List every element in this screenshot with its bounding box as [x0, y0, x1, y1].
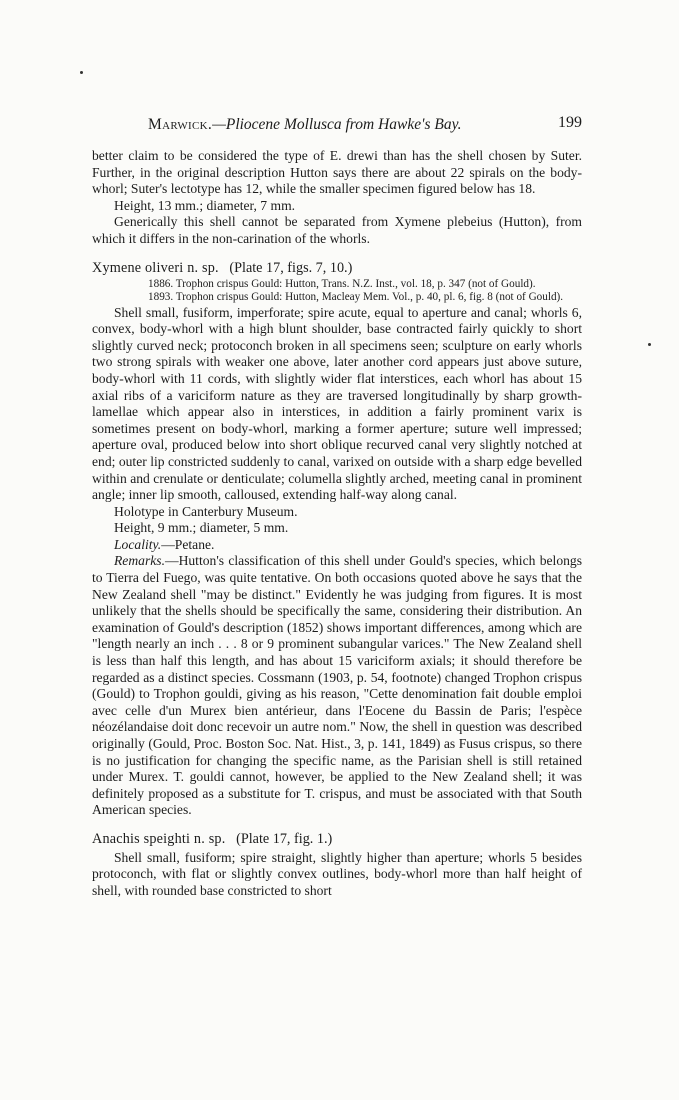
page-header [92, 114, 582, 136]
species-measurements: Height, 9 mm.; diameter, 5 mm. [114, 520, 289, 536]
species-description: Shell small, fusiform; spire straight, slightly higher than aperture; whorls 5 besides protoconch, with flat or slightly convex outlines, body-whorl more than half height of shell, with rounded base constricted to short [92, 849, 582, 898]
plate-reference: (Plate 17, fig. 1.) [236, 830, 333, 847]
remarks-paragraph [92, 553, 582, 819]
species-description: Shell small, fusiform, imperforate; spire acute, equal to aperture and canal; whorls 6, convex, body-whorl with a high blunt shoulder, base contracted fairly quickly to short slightly curved neck; protoconch broken in all specimens seen; sculpture on early whorls two strong spirals with weaker one above, later another cord appears just above suture, body-whorl with 11 cords, with slightly wider flat interstices, each whorl has about 15 axial ribs of a variciform nature as they are traversed longitudinally by sharp growth-lamellae which appear also in interstices, in addition a fairly prominent varix is sometimes present on body-whorl, marking a former aperture; suture well impressed; aperture oval, produced below into short oblique recurved canal very slightly notched at end; outer lip constricted suddenly to canal, varixed on outside with a sharp edge bevelled within and crenulate or denticulate; columella slightly arched, meeting canal in prominent angle; inner lip smooth, calloused, extending half-way along canal. [92, 304, 582, 503]
locality-line [92, 537, 582, 554]
remarks-label: Remarks. [114, 553, 165, 569]
intro-paragraph: better claim to be considered the type of E. drewi than has the shell chosen by Suter. Further, in the original description Hutton says there are about 22 spirals on the body-whorl; Suter's lectotype has 12, while the smaller specimen figured below has 18. [92, 148, 582, 197]
species-heading-anachis-speighti [92, 831, 582, 848]
article-body [92, 148, 582, 899]
remarks-text: —Hutton's classification of this shell under Gould's species, which belongs to Tierra del Fuego, was quite tentative. On both occasions quoted above he says that the New Zealand shell "may be distinct." Evidently he was judging from figures. It is most unlikely that the shells should be specifically the same, considering their distribution. An examination of Gould's description (1852) shows important differences, among which are "length nearly an inch . . . 8 or 9 prominent subangular varices." The New Zealand shell is less than half this length, and has about 15 variciform axials; it should therefore be regarded as a distinct species. Cossmann (1903, p. 54, footnote) changed Trophon crispus (Gould) to Trophon gouldi, giving as his reason, "Cette denomination fait double emploi avec celle d'un Murex bien antérieur, dans l'Eocene du Bassin de Paris; l'espèce néozélandaise doit donc recevoir un autre nom." Now, the shell in question was described originally (Gould, Proc. Boston Soc. Nat. Hist., 3, p. 141, 1849) as Fusus crispus, so there is no justification for changing the specific name, as the Parisian shell is still retained under Murex. T. gouldi cannot, however, be applied to the New Zealand shell; it was definitely proposed as a substitute for T. crispus, and must be associated with that South American species. [92, 553, 582, 818]
running-head-title: —Pliocene Mollusca from Hawke's Bay. [212, 116, 462, 133]
page-number: 199 [558, 114, 582, 131]
locality-value: —Petane. [161, 536, 215, 552]
intro-measurements: Height, 13 mm.; diameter, 7 mm. [114, 197, 296, 213]
running-head [148, 116, 461, 134]
synonymy-entry: 1886. Trophon crispus Gould: Hutton, Trans. N.Z. Inst., vol. 18, p. 347 (not of Gould). [148, 278, 536, 291]
species-name: Xymene oliveri n. sp. [92, 259, 219, 276]
plate-reference: (Plate 17, figs. 7, 10.) [229, 259, 353, 276]
species-heading-xymene-oliveri [92, 260, 582, 277]
species-name: Anachis speighti n. sp. [92, 830, 226, 847]
holotype-note: Holotype in Canterbury Museum. [114, 503, 298, 519]
scan-speck [648, 343, 651, 346]
intro-generic-note: Generically this shell cannot be separated from Xymene plebeius (Hutton), from which it differs in the non-carination of the whorls. [92, 214, 582, 246]
synonymy-entry: 1893. Trophon crispus Gould: Hutton, Macleay Mem. Vol., p. 40, pl. 6, fig. 8 (not of Gould). [148, 291, 564, 304]
scan-speck [80, 71, 83, 74]
running-head-author: Marwick. [148, 116, 213, 133]
locality-label: Locality. [114, 536, 162, 552]
